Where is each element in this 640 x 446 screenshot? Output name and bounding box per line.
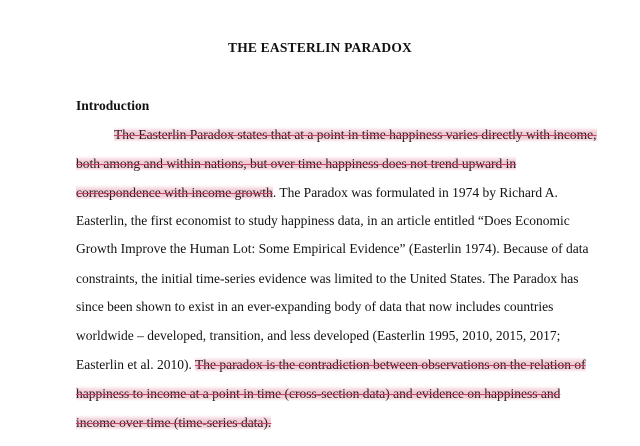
section-heading: Introduction	[76, 98, 150, 113]
document-title: THE EASTERLIN PARADOX	[228, 40, 412, 55]
paragraph-line	[76, 212, 570, 230]
body-text: worldwide – developed, transition, and less developed (Easterlin 1995, 2010, 2015, 2017;	[76, 328, 561, 343]
body-text: since been shown to exist in an ever-expanding body of data that now includes countries	[76, 299, 554, 314]
paragraph-line	[76, 298, 553, 316]
paragraph-line	[76, 270, 579, 288]
body-text: constraints, the initial time-series evidence was limited to the United States. The Paradox has	[76, 271, 579, 286]
paragraph-line	[76, 155, 516, 173]
body-text: Growth Improve the Human Lot: Some Empirical Evidence” (Easterlin 1974). Because of data	[76, 241, 589, 256]
body-text: Easterlin et al. 2010).	[76, 357, 195, 372]
paragraph-line	[114, 126, 597, 144]
paragraph-line	[76, 356, 586, 374]
highlighted-text: The Easterlin Paradox states that at a point in time happiness varies directly with income,	[114, 127, 597, 142]
highlighted-text: both among and within nations, but over time happiness does not trend upward in	[76, 156, 517, 171]
highlighted-text: The paradox is the contradiction between observations on the relation of	[194, 357, 586, 372]
highlighted-text: income over time (time-series data).	[76, 415, 272, 430]
body-text: . The Paradox was formulated in 1974 by Richard A.	[272, 185, 558, 200]
paragraph-line	[76, 327, 560, 345]
paragraph-line	[76, 184, 558, 202]
paragraph-line	[76, 385, 560, 403]
body-text: Easterlin, the first economist to study happiness data, in an article entitled “Does Economic	[76, 213, 570, 228]
highlighted-text: correspondence with income growth	[76, 185, 273, 200]
paragraph-line	[76, 240, 588, 258]
highlighted-text: happiness to income at a point in time (cross-section data) and evidence on happiness and	[76, 386, 561, 401]
paragraph-line	[76, 414, 271, 432]
